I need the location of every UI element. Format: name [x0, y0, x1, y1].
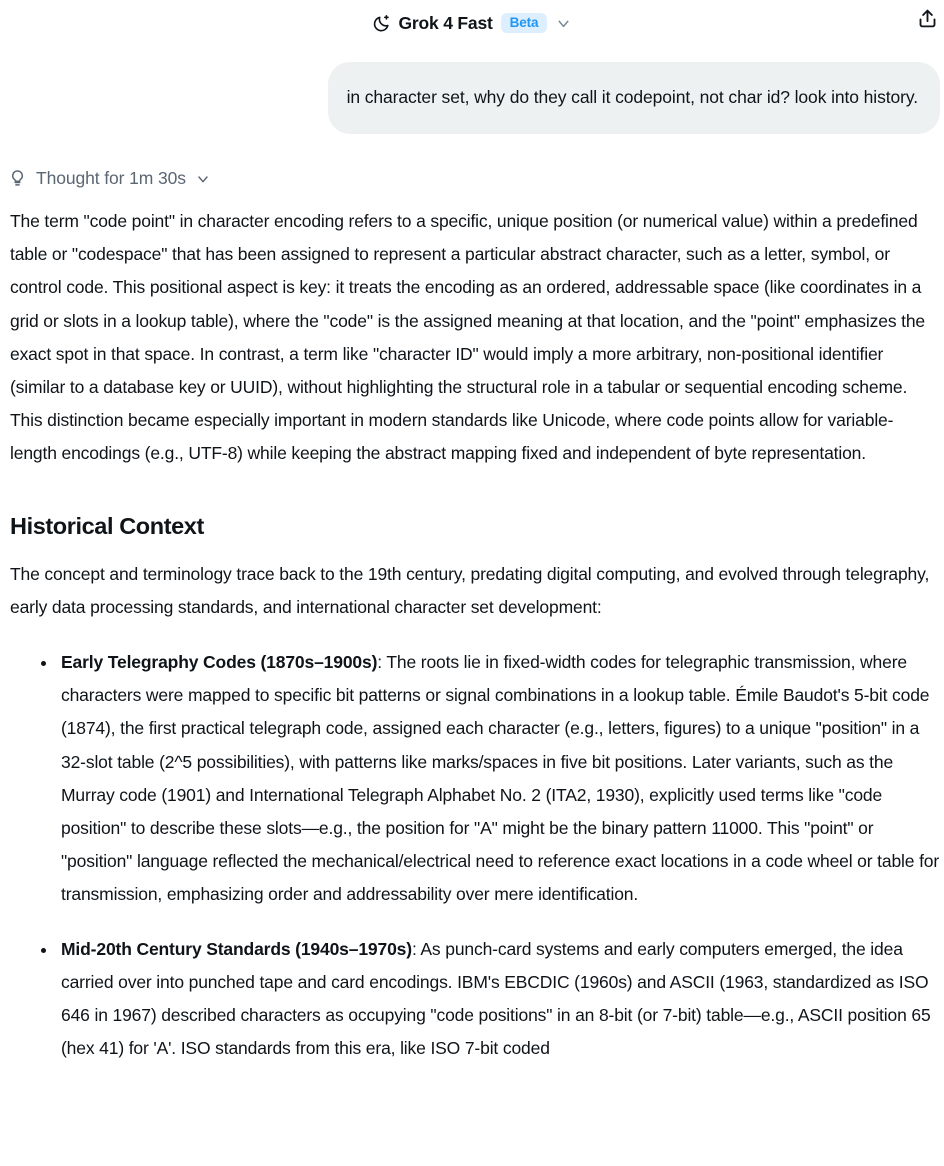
assistant-answer [0, 205, 944, 1065]
thought-label: Thought for 1m 30s [36, 168, 186, 188]
list-item-body: : The roots lie in fixed-width codes for telegraphic transmission, where characters were mapped to specific bit patterns or signal combinations in a lookup table. Émile Baudot's 5-bit code (1874), the first practical telegraph code, assigned each character (e.g., letters, figures) to a unique "position" in a 32-slot table (2^5 possibilities), with patterns like marks/spaces in five bit positions. Later variants, such as the Murray code (1901) and International Telegraph Alphabet No. 2 (ITA2, 1930), explicitly used terms like "code position" to describe these slots—e.g., the position for "A" might be the binary pattern 11000. This "point" or "position" language reflected the mechanical/electrical need to reference exact locations in a code wheel or table for transmission, emphasizing order and addressability over mere identification. [61, 652, 940, 905]
model-selector[interactable] [368, 11, 577, 36]
user-message-bubble: in character set, why do they call it codepoint, not char id? look into history. [328, 62, 940, 134]
list-item [10, 933, 940, 1066]
section-intro-paragraph: The concept and terminology trace back to the 19th century, predating digital computing, and evolved through telegraphy, early data processing standards, and international character set development: [10, 563, 930, 617]
lightbulb-icon [8, 169, 27, 188]
answer-intro-paragraph: The term "code point" in character encoding refers to a specific, unique position (or numerical value) within a predefined table or "codespace" that has been assigned to represent a particular abstract character, such as a letter, symbol, or control code. This positional aspect is key: it treats the encoding as an ordered, addressable space (like coordinates in a grid or slots in a lookup table), where the "code" is the assigned meaning at that location, and the "point" emphasizes the exact spot in that space. In contrast, a term like "character ID" would imply a more arbitrary, non-positional identifier (similar to a database key or UUID), without highlighting the structural role in a tabular or sequential encoding scheme. This distinction became especially important in modern standards like Unicode, where code points allow for variable-length encodings (e.g., UTF-8) while keeping the abstract mapping fixed and independent of byte representation. [10, 211, 926, 464]
chevron-down-icon[interactable] [555, 15, 572, 32]
section-heading-historical-context: Historical Context [10, 512, 204, 539]
chevron-down-icon[interactable] [195, 171, 211, 187]
crescent-moon-sparkle-icon [372, 14, 391, 33]
thought-summary-toggle[interactable] [8, 168, 211, 189]
list-item-body: : As punch-card systems and early computers emerged, the idea carried over into punched tape and card encodings. IBM's EBCDIC (1960s) and ASCII (1963, standardized as ISO 646 in 1967) described characters as occupying "code positions" in an 8-bit (or 7-bit) table—e.g., ASCII position 65 (hex 41) for 'A'. ISO standards from this era, like ISO 7-bit coded [61, 938, 931, 1059]
chat-header [0, 0, 944, 46]
beta-badge: Beta [501, 13, 548, 34]
list-item-term: Early Telegraphy Codes (1870s–1900s) [61, 652, 378, 673]
model-name-label: Grok 4 Fast [398, 12, 493, 33]
share-upload-icon [917, 8, 938, 34]
list-item-term: Mid-20th Century Standards (1940s–1970s) [61, 938, 412, 959]
historical-context-list [10, 646, 940, 1065]
share-button[interactable] [912, 6, 942, 36]
list-item [10, 646, 940, 912]
user-message-row [0, 46, 944, 134]
